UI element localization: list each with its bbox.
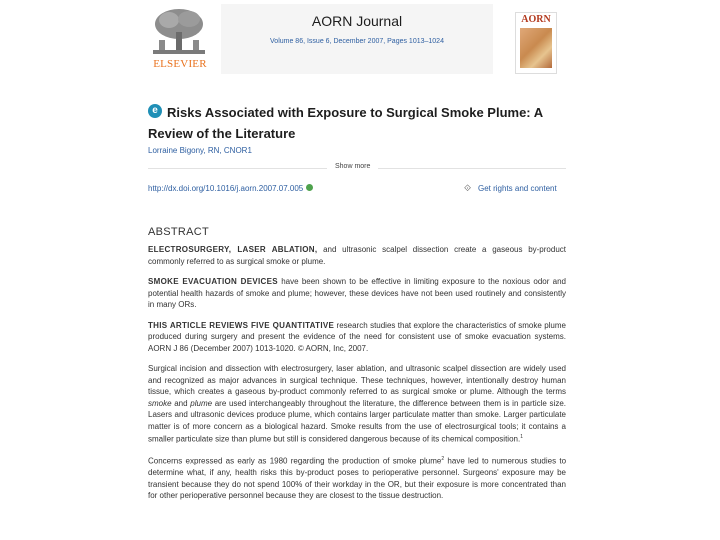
- doi-link[interactable]: http://dx.doi.org/10.1016/j.aorn.2007.07.005: [148, 184, 304, 193]
- reference-link[interactable]: 1: [520, 434, 523, 440]
- author-link[interactable]: Lorraine Bigony, RN, CNOR1: [148, 146, 252, 155]
- abstract-paragraph: [148, 276, 566, 311]
- paragraph-lead: ELECTROSURGERY, LASER ABLATION,: [148, 245, 318, 254]
- publisher-name: ELSEVIER: [153, 58, 207, 70]
- cover-title: AORN: [521, 14, 551, 25]
- paragraph-text: have led to numerous studies to determine what, if any, health risks this by-product poses to perioperative personnel. Surgeons' exposure may be transient because they do not spend 100% of their workday in the OR, but their exposure is more concentrated than for other perioperative personnel because they are closest to the tissue destruction.: [148, 456, 567, 501]
- paragraph-lead: THIS ARTICLE REVIEWS FIVE QUANTITATIVE: [148, 320, 335, 330]
- elsevier-logo[interactable]: [147, 6, 211, 72]
- journal-cover[interactable]: [515, 12, 557, 74]
- body-paragraph: [148, 363, 566, 445]
- cover-image: [520, 28, 552, 68]
- rights-info-icon: ⟐: [464, 183, 472, 193]
- article-title: [148, 102, 578, 144]
- journal-header: [145, 4, 569, 76]
- abstract-paragraph: [148, 244, 566, 267]
- doi-status-icon: [306, 184, 313, 191]
- article-title-line-2: Review of the Literature: [148, 126, 296, 141]
- article-title-block: [148, 102, 578, 144]
- abstract-heading: ABSTRACT: [148, 226, 210, 238]
- journal-issue-link[interactable]: Volume 86, Issue 6, December 2007, Pages 1013–1024: [270, 38, 444, 45]
- get-rights-link[interactable]: Get rights and content: [478, 184, 557, 193]
- abstract-paragraph: [148, 320, 566, 355]
- paragraph-lead: SMOKE EVACUATION DEVICES: [148, 277, 278, 286]
- rights-row: [464, 183, 557, 194]
- paragraph-text: research studies that explore the characteristics of smoke plume produced during surgery and present the evidence of the need for consistent use of smoke evacuation systems.: [148, 320, 566, 341]
- doi-row: [148, 184, 313, 193]
- term-plume: plume: [190, 398, 213, 408]
- paragraph-text: are used interchangeably throughout the literature, the difference between them is in particle size. Lasers and ultrasonic devices produce plume, which contains larger particulate matter than smoke. Larger particulate matter is of more concern as a biological hazard. Smoke results from the use of electrosurgical tools; it contains a smaller particulate size than plume but still is considered dangerous because of its chemical composition.: [148, 398, 566, 444]
- paragraph-text: have been shown to be effective in limiting exposure to the noxious odor and potential health hazards of smoke and plume; however, these devices have not been used routinely and consistently in many ORs.: [148, 277, 566, 309]
- paragraph-text: and: [171, 398, 191, 408]
- abstract-body: [148, 244, 566, 511]
- paragraph-text: Surgical incision and dissection with electrosurgery, laser ablation, and ultrasonic scalpel dissection are widely used and recognized as major advances in surgical technique. These techniques, however, intentionally destroy human tissue, which creates a gaseous by-product commonly referred to as surgical smoke or plume. Although the terms: [148, 364, 566, 396]
- article-title-line-1: Risks Associated with Exposure to Surgical Smoke Plume: A: [167, 105, 544, 120]
- open-access-icon: e: [148, 104, 162, 118]
- reference-link[interactable]: 2: [441, 456, 445, 463]
- paragraph-text: and ultrasonic scalpel dissection create a gaseous by-product commonly referred to as surgical smoke or plume.: [148, 245, 566, 266]
- citation: AORN J 86 (December 2007) 1013-1020. © AORN, Inc, 2007.: [148, 343, 369, 353]
- journal-info: [221, 4, 493, 74]
- elsevier-tree-icon: [147, 6, 211, 58]
- show-more-button[interactable]: Show more: [327, 163, 378, 170]
- journal-title[interactable]: AORN Journal: [311, 13, 403, 29]
- paragraph-text: Concerns expressed as early as 1980 regarding the production of smoke plume: [148, 456, 442, 466]
- body-paragraph: [148, 454, 566, 502]
- term-smoke: smoke: [148, 398, 172, 408]
